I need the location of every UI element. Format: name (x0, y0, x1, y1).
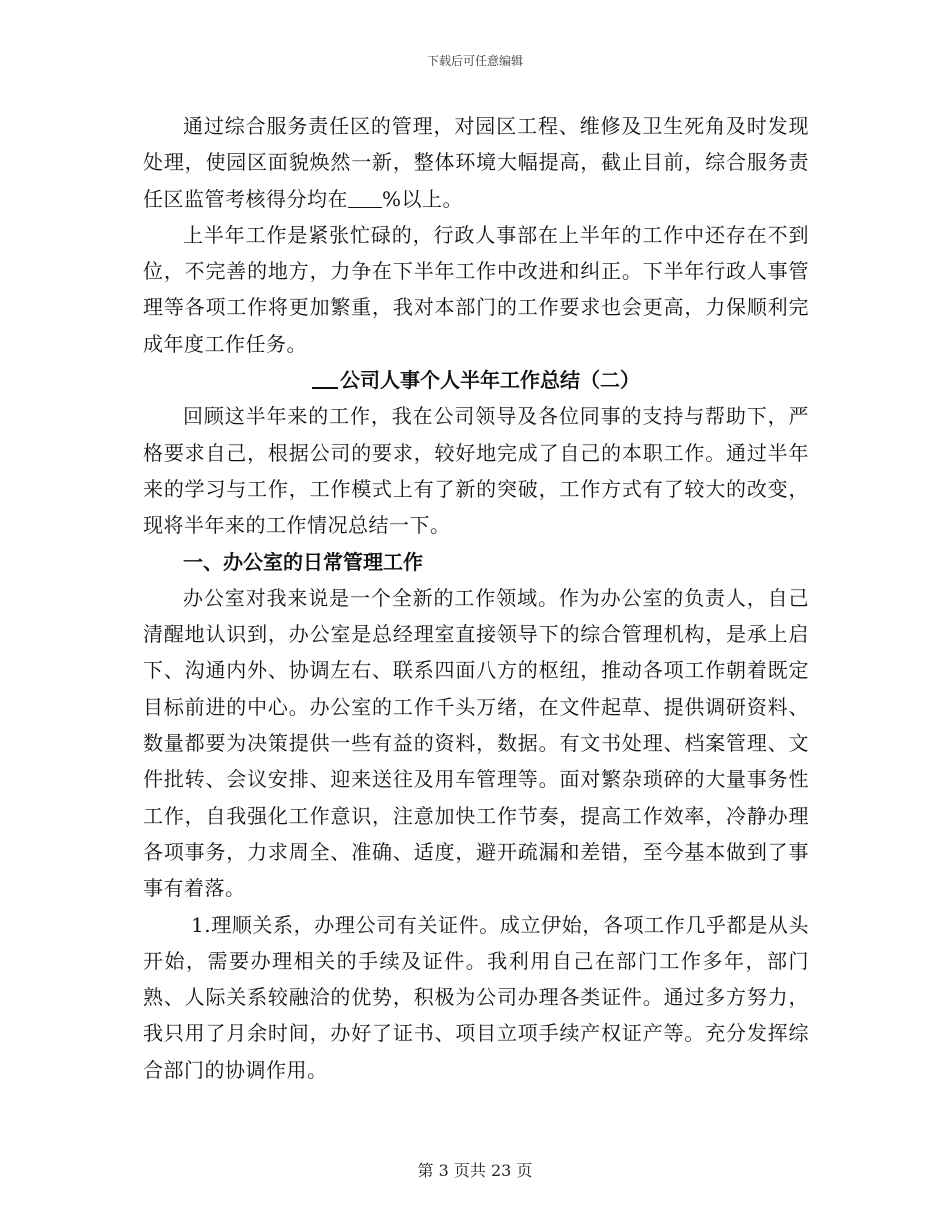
paragraph-office-work: 办公室对我来说是一个全新的工作领域。作为办公室的负责人，自己清醒地认识到，办公室是总经理室直接领导下的综合管理机构，是承上启下、沟通内外、协调左右、联系四面八方的枢纽，推动各项工作朝着既定目标前进的中心。办公室的工作千头万绪，在文件起草、提供调研资料、数量都要为决策提供一些有益的资料，数据。有文书处理、档案管理、文件批转、会议安排、迎来送往及用车管理等。面对繁杂琐碎的大量事务性工作，自我强化工作意识，注意加快工作节奏，提高工作效率，冷静办理各项事务，力求周全、准确、适度，避开疏漏和差错，至今基本做到了事事有着落。 (143, 585, 809, 901)
list-item-1: 1.理顺关系，办理公司有关证件。成立伊始，各项工作几乎都是从头开始，需要办理相关的手续及证件。我利用自己在部门工作多年，部门熟、人际关系较融洽的优势，积极为公司办理各类证件。通过多方努力，我只用了月余时间，办好了证书、项目立项手续产权证产等。充分发挥综合部门的协调作用。 (143, 912, 809, 1082)
section-title-text: 公司人事个人半年工作总结（二） (340, 368, 640, 393)
heading-office-management: 一、办公室的日常管理工作 (183, 549, 423, 574)
fill-in-blank (348, 189, 382, 208)
paragraph-intro: 回顾这半年来的工作，我在公司领导及各位同事的支持与帮助下，严格要求自己，根据公司的要求，较好地完成了自己的本职工作。通过半年来的学习与工作，工作模式上有了新的突破，工作方式有了较大的改变，现将半年来的工作情况总结一下。 (143, 404, 809, 538)
paragraph-service-area-text: 通过综合服务责任区的管理，对园区工程、维修及卫生死角及时发现处理，使园区面貌焕然一新，整体环境大幅提高，截止目前，综合服务责任区监管考核得分均在 (143, 114, 809, 211)
page-header-note: 下载后可任意编辑 (426, 54, 523, 68)
section-title (143, 362, 809, 398)
document-body (143, 108, 809, 1088)
paragraph-service-area (143, 108, 809, 217)
page-footer-number: 第 3 页共 23 页 (417, 1161, 533, 1180)
paragraph-half-year-review: 上半年工作是紧张忙碌的，行政人事部在上半年的工作中还存在不到位，不完善的地方，力争在下半年工作中改进和纠正。下半年行政人事管理等各项工作将更加繁重，我对本部门的工作要求也会更高，力保顺利完成年度工作任务。 (143, 222, 809, 356)
title-fill-in-blank (312, 369, 338, 389)
paragraph-service-area-suffix: %以上。 (382, 186, 464, 211)
